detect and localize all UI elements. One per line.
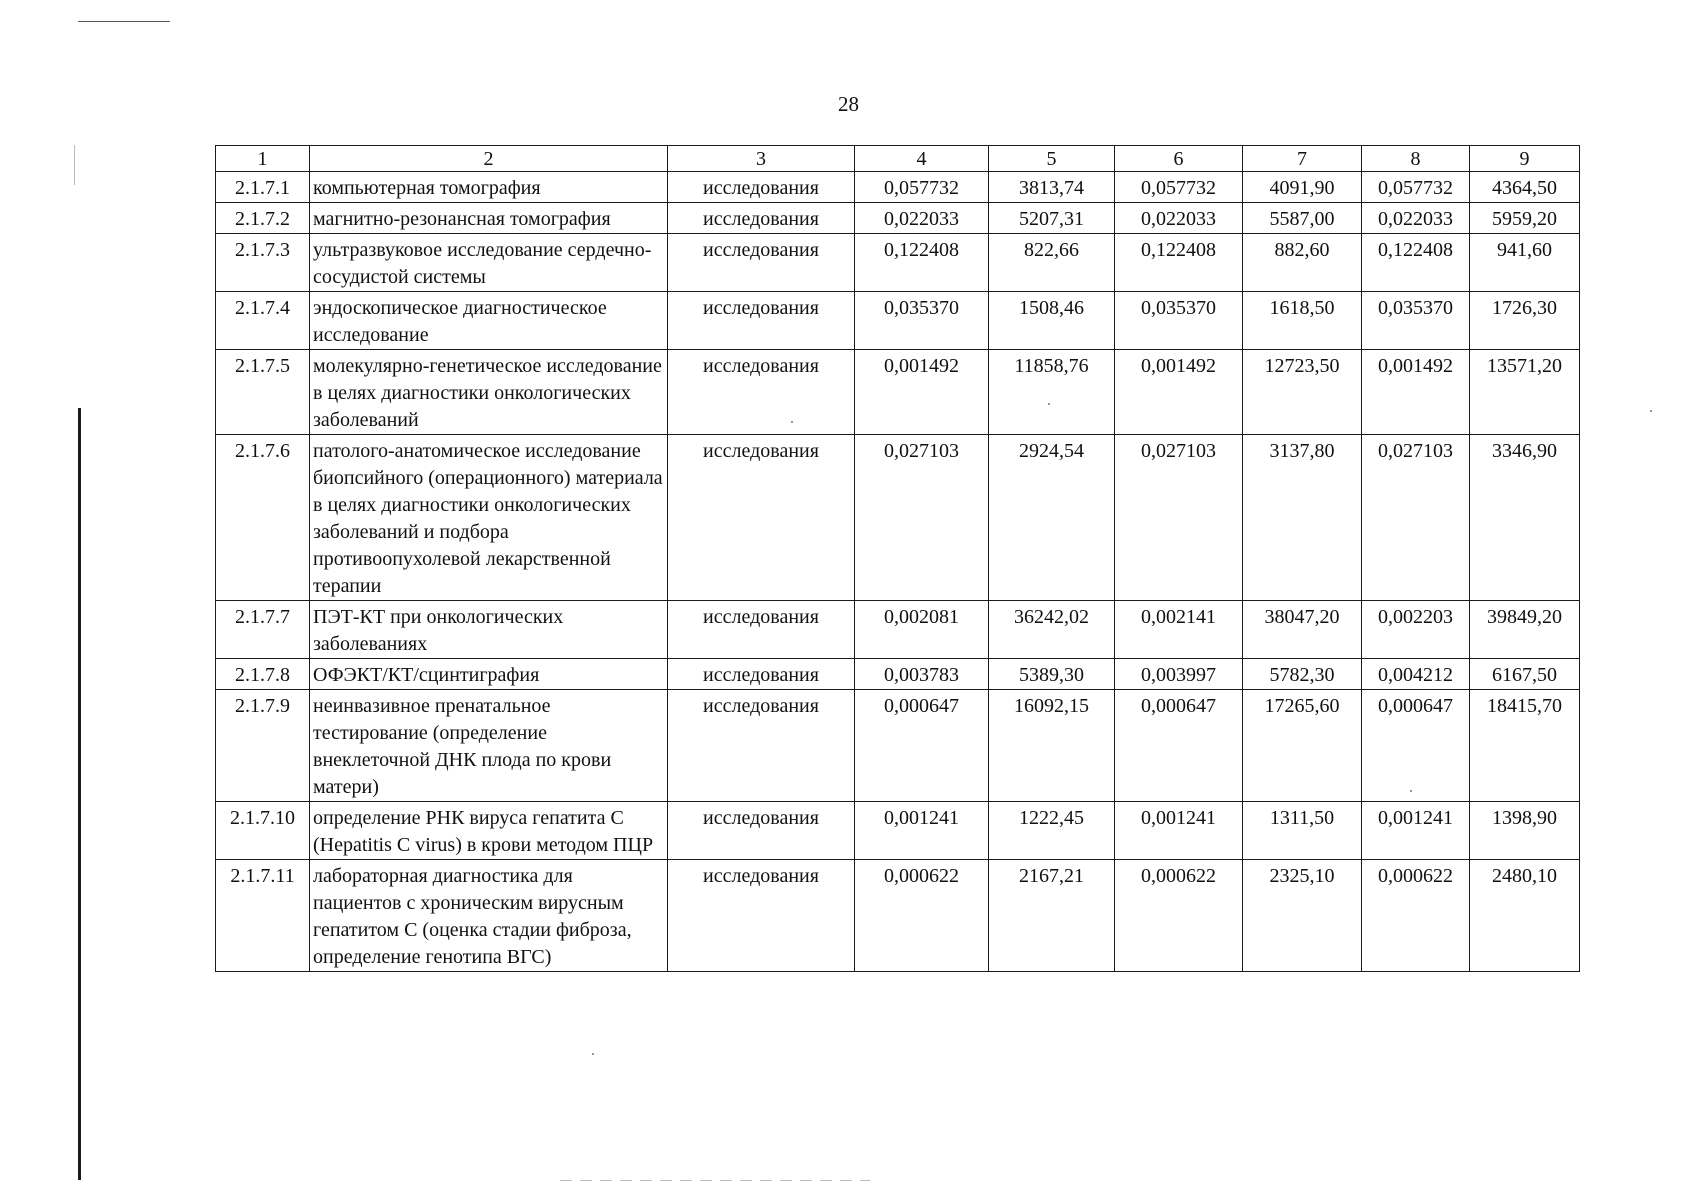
scan-speck <box>1650 410 1652 412</box>
volume-year-3-cell: 0,002203 <box>1362 601 1470 659</box>
volume-year-2-cell: 0,000647 <box>1115 690 1243 802</box>
column-number-row <box>216 146 1580 172</box>
cost-year-2-cell: 12723,50 <box>1243 350 1362 435</box>
cost-year-2-cell: 17265,60 <box>1243 690 1362 802</box>
column-number: 6 <box>1115 146 1243 172</box>
volume-year-1-cell: 0,000647 <box>855 690 989 802</box>
cost-year-1-cell: 2167,21 <box>989 860 1115 972</box>
row-code-cell: 2.1.7.7 <box>216 601 310 659</box>
cost-year-1-cell: 36242,02 <box>989 601 1115 659</box>
cost-year-3-cell: 18415,70 <box>1470 690 1580 802</box>
volume-year-3-cell: 0,000622 <box>1362 860 1470 972</box>
service-name-cell: эндоскопическое диагностическое исследование <box>310 292 668 350</box>
volume-year-1-cell: 0,000622 <box>855 860 989 972</box>
volume-year-1-cell: 0,003783 <box>855 659 989 690</box>
unit-cell: исследования <box>668 601 855 659</box>
volume-year-3-cell: 0,027103 <box>1362 435 1470 601</box>
cost-year-2-cell: 1311,50 <box>1243 802 1362 860</box>
volume-year-3-cell: 0,001241 <box>1362 802 1470 860</box>
volume-year-3-cell: 0,022033 <box>1362 203 1470 234</box>
column-number: 5 <box>989 146 1115 172</box>
service-name-cell: патолого-анатомическое исследование биопсийного (операционного) материала в целях диагностики онкологических заболеваний и подбора противоопухолевой лекарственной терапии <box>310 435 668 601</box>
volume-year-1-cell: 0,035370 <box>855 292 989 350</box>
unit-cell: исследования <box>668 435 855 601</box>
table-row <box>216 690 1580 802</box>
cost-year-2-cell: 1618,50 <box>1243 292 1362 350</box>
row-code-cell: 2.1.7.1 <box>216 172 310 203</box>
cost-year-3-cell: 1398,90 <box>1470 802 1580 860</box>
service-name-cell: неинвазивное пренатальное тестирование (определение внеклеточной ДНК плода по крови матери) <box>310 690 668 802</box>
volume-year-3-cell: 0,004212 <box>1362 659 1470 690</box>
service-name-cell: компьютерная томография <box>310 172 668 203</box>
scan-margin-mark <box>74 145 75 185</box>
cost-year-1-cell: 822,66 <box>989 234 1115 292</box>
service-name-cell: молекулярно-генетическое исследование в целях диагностики онкологических заболеваний <box>310 350 668 435</box>
cost-year-1-cell: 1508,46 <box>989 292 1115 350</box>
volume-year-1-cell: 0,122408 <box>855 234 989 292</box>
table-row <box>216 802 1580 860</box>
volume-year-2-cell: 0,057732 <box>1115 172 1243 203</box>
volume-year-1-cell: 0,027103 <box>855 435 989 601</box>
volume-year-2-cell: 0,027103 <box>1115 435 1243 601</box>
volume-year-3-cell: 0,057732 <box>1362 172 1470 203</box>
cost-year-3-cell: 6167,50 <box>1470 659 1580 690</box>
column-number: 8 <box>1362 146 1470 172</box>
service-name-cell: определение РНК вируса гепатита С (Hepatitis C virus) в крови методом ПЦР <box>310 802 668 860</box>
service-name-cell: лабораторная диагностика для пациентов с хроническим вирусным гепатитом С (оценка стадии фиброза, определение генотипа ВГС) <box>310 860 668 972</box>
table-row <box>216 350 1580 435</box>
cost-year-3-cell: 941,60 <box>1470 234 1580 292</box>
row-code-cell: 2.1.7.2 <box>216 203 310 234</box>
cost-year-2-cell: 882,60 <box>1243 234 1362 292</box>
table-row <box>216 234 1580 292</box>
volume-year-2-cell: 0,001492 <box>1115 350 1243 435</box>
unit-cell: исследования <box>668 292 855 350</box>
cost-year-3-cell: 13571,20 <box>1470 350 1580 435</box>
unit-cell: исследования <box>668 690 855 802</box>
column-number: 2 <box>310 146 668 172</box>
row-code-cell: 2.1.7.8 <box>216 659 310 690</box>
row-code-cell: 2.1.7.3 <box>216 234 310 292</box>
row-code-cell: 2.1.7.5 <box>216 350 310 435</box>
unit-cell: исследования <box>668 234 855 292</box>
service-name-cell: ультразвуковое исследование сердечно-сосудистой системы <box>310 234 668 292</box>
unit-cell: исследования <box>668 203 855 234</box>
unit-cell: исследования <box>668 860 855 972</box>
cost-year-3-cell: 2480,10 <box>1470 860 1580 972</box>
cost-year-2-cell: 2325,10 <box>1243 860 1362 972</box>
row-code-cell: 2.1.7.6 <box>216 435 310 601</box>
cost-year-3-cell: 5959,20 <box>1470 203 1580 234</box>
cost-year-1-cell: 5389,30 <box>989 659 1115 690</box>
scan-binding-edge <box>78 408 81 1180</box>
table-row <box>216 659 1580 690</box>
row-code-cell: 2.1.7.10 <box>216 802 310 860</box>
unit-cell: исследования <box>668 659 855 690</box>
volume-year-2-cell: 0,122408 <box>1115 234 1243 292</box>
service-name-cell: ПЭТ-КТ при онкологических заболеваниях <box>310 601 668 659</box>
scan-speck <box>592 1053 594 1055</box>
volume-year-2-cell: 0,002141 <box>1115 601 1243 659</box>
scan-top-rule <box>78 21 170 22</box>
column-number: 9 <box>1470 146 1580 172</box>
volume-year-1-cell: 0,001241 <box>855 802 989 860</box>
service-name-cell: магнитно-резонансная томография <box>310 203 668 234</box>
cost-year-2-cell: 4091,90 <box>1243 172 1362 203</box>
volume-year-3-cell: 0,122408 <box>1362 234 1470 292</box>
row-code-cell: 2.1.7.9 <box>216 690 310 802</box>
volume-year-1-cell: 0,002081 <box>855 601 989 659</box>
volume-year-2-cell: 0,022033 <box>1115 203 1243 234</box>
cost-year-1-cell: 5207,31 <box>989 203 1115 234</box>
row-code-cell: 2.1.7.11 <box>216 860 310 972</box>
cost-year-2-cell: 3137,80 <box>1243 435 1362 601</box>
table-body <box>216 172 1580 972</box>
column-number: 7 <box>1243 146 1362 172</box>
cost-year-2-cell: 38047,20 <box>1243 601 1362 659</box>
cost-year-3-cell: 39849,20 <box>1470 601 1580 659</box>
volume-year-1-cell: 0,022033 <box>855 203 989 234</box>
cost-year-3-cell: 4364,50 <box>1470 172 1580 203</box>
cost-year-1-cell: 11858,76 <box>989 350 1115 435</box>
volume-year-2-cell: 0,000622 <box>1115 860 1243 972</box>
volume-year-1-cell: 0,001492 <box>855 350 989 435</box>
volume-year-2-cell: 0,035370 <box>1115 292 1243 350</box>
volume-year-3-cell: 0,000647 <box>1362 690 1470 802</box>
cost-year-2-cell: 5587,00 <box>1243 203 1362 234</box>
unit-cell: исследования <box>668 802 855 860</box>
cost-year-2-cell: 5782,30 <box>1243 659 1362 690</box>
volume-year-3-cell: 0,001492 <box>1362 350 1470 435</box>
volume-year-1-cell: 0,057732 <box>855 172 989 203</box>
table-row <box>216 860 1580 972</box>
unit-cell: исследования <box>668 350 855 435</box>
table-row <box>216 435 1580 601</box>
cost-year-1-cell: 2924,54 <box>989 435 1115 601</box>
cost-year-1-cell: 1222,45 <box>989 802 1115 860</box>
column-number: 4 <box>855 146 989 172</box>
service-name-cell: ОФЭКТ/КТ/сцинтиграфия <box>310 659 668 690</box>
cost-year-1-cell: 3813,74 <box>989 172 1115 203</box>
table-row <box>216 172 1580 203</box>
row-code-cell: 2.1.7.4 <box>216 292 310 350</box>
cost-year-3-cell: 3346,90 <box>1470 435 1580 601</box>
volume-year-2-cell: 0,001241 <box>1115 802 1243 860</box>
volume-year-3-cell: 0,035370 <box>1362 292 1470 350</box>
scan-noise-line <box>560 1180 870 1181</box>
column-number: 3 <box>668 146 855 172</box>
cost-year-1-cell: 16092,15 <box>989 690 1115 802</box>
cost-year-3-cell: 1726,30 <box>1470 292 1580 350</box>
column-number: 1 <box>216 146 310 172</box>
page-number: 28 <box>838 92 859 116</box>
table-row <box>216 601 1580 659</box>
volume-year-2-cell: 0,003997 <box>1115 659 1243 690</box>
tariff-table <box>215 145 1580 972</box>
table-row <box>216 292 1580 350</box>
table-row <box>216 203 1580 234</box>
unit-cell: исследования <box>668 172 855 203</box>
